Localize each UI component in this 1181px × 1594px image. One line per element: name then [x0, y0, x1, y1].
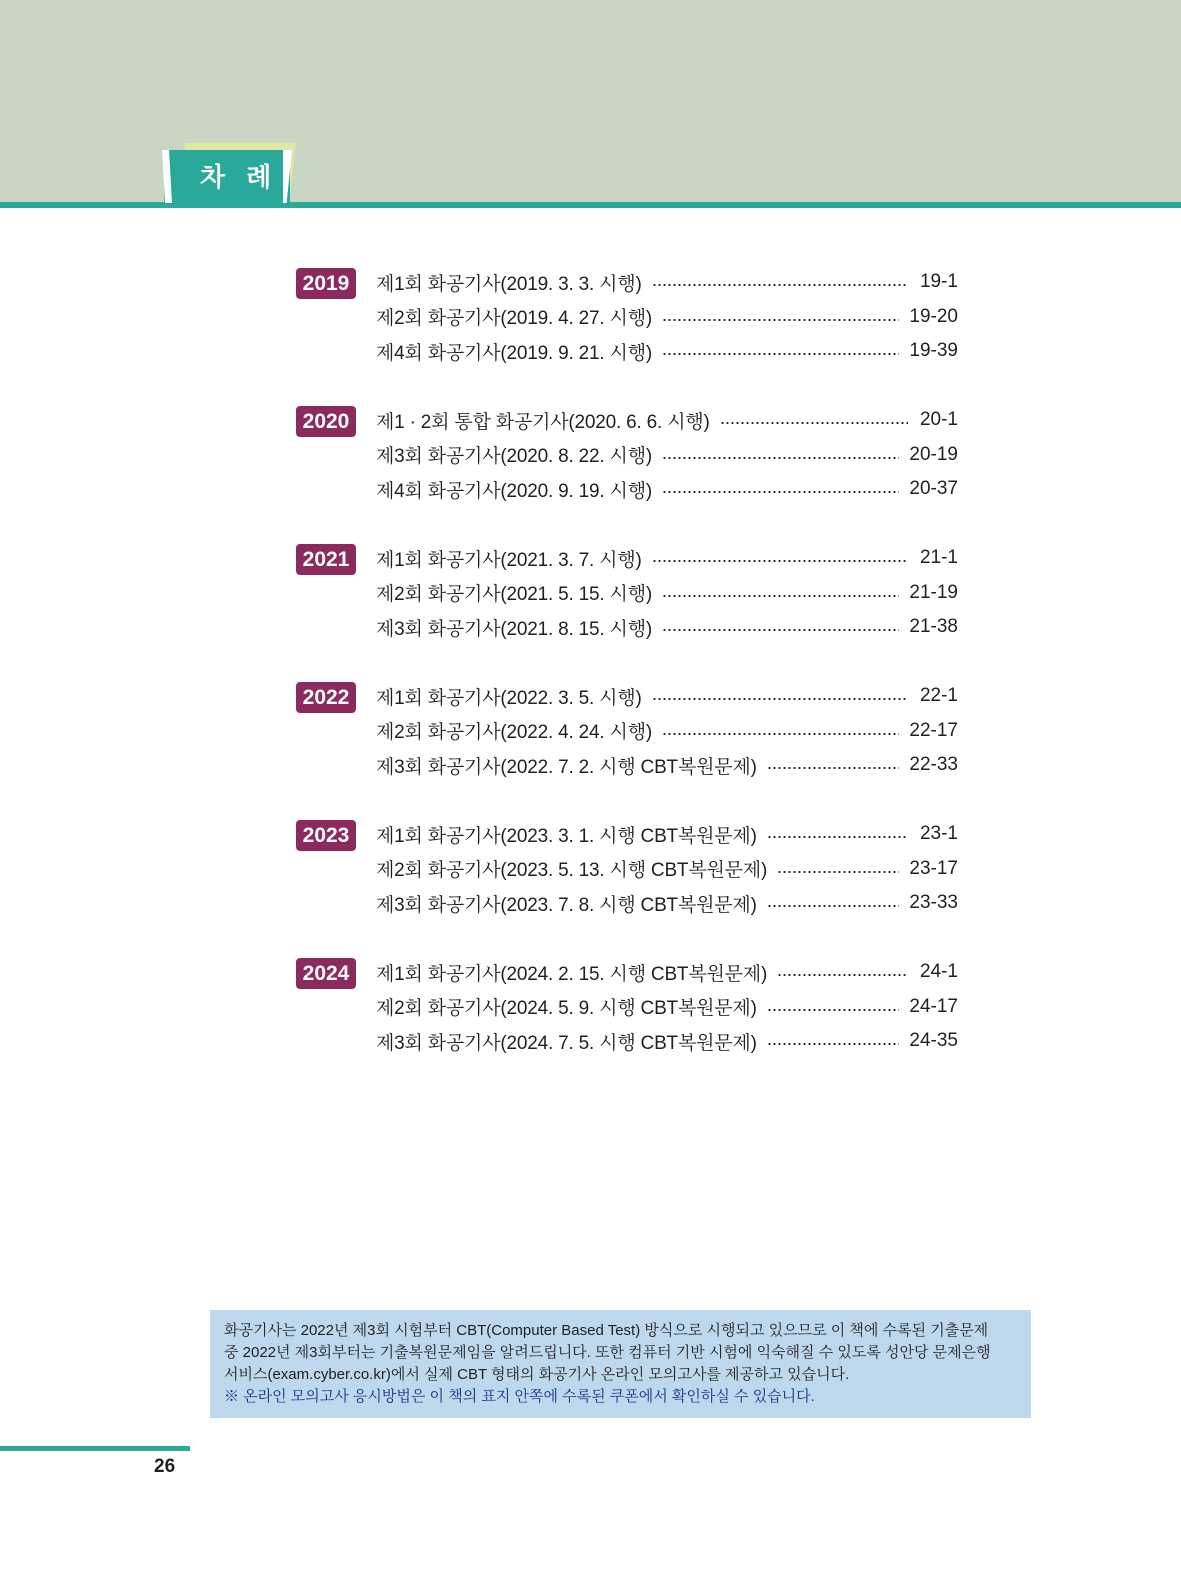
toc-entry-label: 제2회 화공기사(2019. 4. 27. 시행) [376, 308, 652, 329]
toc-entry [376, 543, 958, 573]
notice-line: 서비스(exam.cyber.co.kr)에서 실제 CBT 형태의 화공기사 온라인 모의고사를 제공하고 있습니다. [224, 1366, 850, 1383]
toc-entry [376, 612, 958, 642]
toc-entry [376, 578, 958, 608]
toc-entry [376, 819, 958, 849]
toc-entry-label: 제3회 화공기사(2024. 7. 5. 시행 CBT복원문제) [376, 1032, 757, 1054]
toc-entry [376, 267, 958, 297]
notice-box [210, 1310, 1031, 1418]
toc-entry-page: 20-1 [919, 409, 958, 430]
dot-leader [662, 457, 899, 459]
toc-entry [376, 336, 958, 366]
toc-entry-label: 제1회 화공기사(2021. 3. 7. 시행) [376, 549, 642, 571]
dot-leader [652, 560, 908, 562]
toc-entry-page: 21-19 [909, 581, 958, 603]
toc-entry-page: 22-33 [909, 754, 958, 775]
toc-entry-page: 24-17 [909, 995, 958, 1017]
dot-leader [767, 1043, 900, 1045]
toc-entry [376, 681, 958, 711]
toc-entry-page: 23-17 [909, 857, 958, 879]
year-badge: 2022 [296, 682, 356, 713]
dot-leader [652, 284, 908, 286]
dot-leader [662, 595, 899, 597]
dot-leader [767, 1009, 900, 1011]
year-badge: 2023 [296, 820, 356, 851]
toc-entry-page: 19-1 [919, 271, 958, 292]
toc-entry [376, 992, 958, 1022]
toc-entry-page: 23-1 [919, 823, 958, 844]
toc-entry [376, 854, 958, 884]
toc-entry [376, 302, 958, 332]
toc-entry-label: 제2회 화공기사(2022. 4. 24. 시행) [376, 722, 652, 743]
toc-entry-label: 제1회 화공기사(2019. 3. 3. 시행) [376, 273, 642, 295]
toc-entry [376, 957, 958, 987]
toc-entry-label: 제1 · 2회 통합 화공기사(2020. 6. 6. 시행) [376, 411, 710, 433]
dot-leader [662, 353, 899, 355]
toc-entry-label: 제2회 화공기사(2024. 5. 9. 시행 CBT복원문제) [376, 998, 757, 1019]
page-title: 차 례 [200, 163, 278, 193]
dot-leader [652, 698, 908, 700]
notice-line: 화공기사는 2022년 제3회 시험부터 CBT(Computer Based Test) 방식으로 시행되고 있으므로 이 책에 수록된 기출문제 [224, 1322, 989, 1339]
toc-entry-page: 24-35 [909, 1030, 958, 1051]
toc-entry-label: 제1회 화공기사(2023. 3. 1. 시행 CBT복원문제) [376, 825, 757, 847]
footer-rule [0, 1446, 190, 1451]
toc-entry [376, 474, 958, 504]
year-badge: 2024 [296, 958, 356, 989]
toc-entry-page: 20-19 [909, 443, 958, 465]
toc-entry-label: 제1회 화공기사(2024. 2. 15. 시행 CBT복원문제) [376, 963, 768, 985]
toc-entry-page: 22-1 [919, 685, 958, 706]
toc-entry [376, 405, 958, 435]
dot-leader [662, 319, 899, 321]
dot-leader [777, 974, 908, 976]
toc-entry-label: 제2회 화공기사(2023. 5. 13. 시행 CBT복원문제) [376, 860, 768, 881]
page-number: 26 [154, 1456, 176, 1477]
toc-entry [376, 716, 958, 746]
toc-entry [376, 440, 958, 470]
toc-entry-page: 21-1 [919, 547, 958, 568]
dot-leader [767, 836, 908, 838]
toc-entry [376, 888, 958, 918]
toc-entry-label: 제3회 화공기사(2023. 7. 8. 시행 CBT복원문제) [376, 894, 757, 916]
toc-entry-label: 제3회 화공기사(2021. 8. 15. 시행) [376, 618, 652, 640]
dot-leader [662, 629, 899, 631]
year-badge: 2020 [296, 406, 356, 437]
dot-leader [662, 491, 899, 493]
toc-entry [376, 1026, 958, 1056]
toc-entry-page: 24-1 [919, 961, 958, 982]
dot-leader [777, 871, 899, 873]
toc-entry-page: 20-37 [909, 478, 958, 499]
toc-entry-label: 제4회 화공기사(2020. 9. 19. 시행) [376, 480, 652, 502]
toc-entry-page: 19-20 [909, 305, 958, 327]
toc-entry-page: 19-39 [909, 340, 958, 361]
dot-leader [767, 767, 900, 769]
dot-leader [662, 733, 899, 735]
year-badge: 2021 [296, 544, 356, 575]
toc-entry-label: 제1회 화공기사(2022. 3. 5. 시행) [376, 687, 642, 709]
toc-entry-page: 23-33 [909, 892, 958, 913]
toc-entry-label: 제2회 화공기사(2021. 5. 15. 시행) [376, 584, 652, 605]
dot-leader [720, 422, 908, 424]
toc-entry-label: 제4회 화공기사(2019. 9. 21. 시행) [376, 342, 652, 364]
toc-entry-label: 제3회 화공기사(2022. 7. 2. 시행 CBT복원문제) [376, 756, 757, 778]
toc-entry-label: 제3회 화공기사(2020. 8. 22. 시행) [376, 446, 652, 467]
notice-note: ※ 온라인 모의고사 응시방법은 이 책의 표지 안쪽에 수록된 쿠폰에서 확인하실 수 있습니다. [224, 1388, 815, 1405]
notice-line: 중 2022년 제3회부터는 기출복원문제임을 알려드립니다. 또한 컴퓨터 기반 시험에 익숙해질 수 있도록 성안당 문제은행 [224, 1344, 991, 1361]
toc-entry-page: 22-17 [909, 719, 958, 741]
dot-leader [767, 905, 900, 907]
year-badge: 2019 [296, 268, 356, 299]
toc-entry [376, 750, 958, 780]
toc-entry-page: 21-38 [909, 616, 958, 637]
